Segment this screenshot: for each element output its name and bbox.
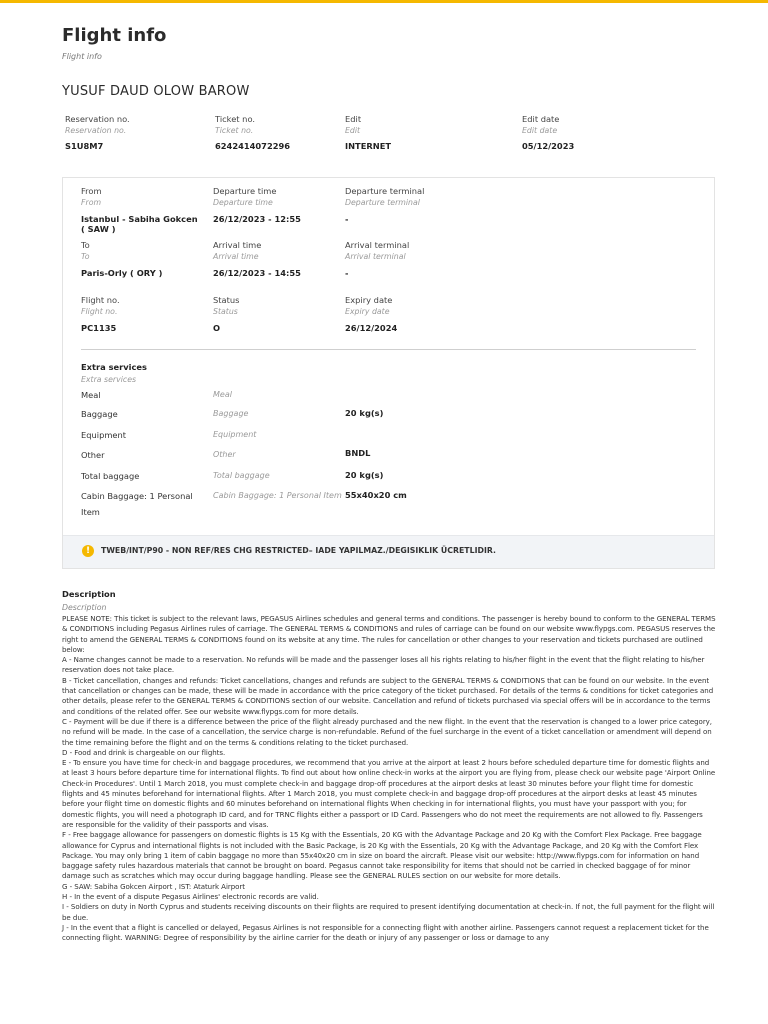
ticket-no-field	[215, 114, 290, 151]
expiry-date-field	[345, 295, 397, 333]
description-paragraph: A - Name changes cannot be made to a reservation. No refunds will be made and the passenger loses all his rights relating to his/her flight in the event that the flight relating to his/her reservation does not take place.	[62, 655, 705, 675]
to-value: Paris-Orly ( ORY )	[81, 268, 163, 278]
description-paragraph: C - Payment will be due if there is a difference between the price of the flight already purchased and the new flight. In the event that the reservation is changed to a lower price category, no refund will be made. In the case of a cancellation, the service charge is non-refundable. Refund of the fuel surcharge in the event of a ticket cancellation or amendment will depend on the time remaining before the flight and on the terms & conditions relating to the ticket purchased.	[62, 716, 712, 747]
edit-label: Edit	[345, 114, 362, 124]
extra-service-sublabel: Total baggage	[213, 471, 270, 480]
departure-time-label: Departure time	[213, 186, 277, 196]
arrival-time-label: Arrival time	[213, 240, 262, 250]
description-paragraph: H - In the event of a dispute Pegasus Airlines' electronic records are valid.	[62, 892, 319, 902]
expiry-date-sublabel: Expiry date	[345, 307, 390, 316]
to-field	[81, 240, 162, 278]
edit-date-value: 05/12/2023	[522, 141, 575, 151]
edit-field	[345, 114, 391, 151]
extra-service-label: Cabin Baggage: 1 Personal Item	[81, 491, 193, 517]
arrival-time-field	[213, 240, 301, 278]
extra-service-value: 20 kg(s)	[345, 408, 384, 418]
from-label: From	[81, 186, 102, 196]
description-paragraph: D - Food and drink is chargeable on our flights.	[62, 747, 226, 757]
arrival-terminal-sublabel: Arrival terminal	[345, 252, 406, 261]
extra-services-title: Extra services	[81, 362, 147, 372]
passenger-name: YUSUF DAUD OLOW BAROW	[62, 84, 250, 99]
status-value: O	[213, 323, 221, 333]
edit-sublabel: Edit	[345, 126, 361, 135]
description-paragraph: B - Ticket cancellation, changes and refunds: Ticket cancellations, changes and refunds are subject to the GENERAL TERMS & CONDITIONS that can be found on our website. In the event that cancellation or changes can be made, these will be made in accordance with the price category of the ticket purchased. For details of the terms & conditions for ticket categories and other details, please refer to the GENERAL TERMS & CONDITIONS section of our website. Cancellation and refund of tickets purchased via special offers will be in accordance to the terms and conditions of the related offer. See our website www.flypgs.com for more details.	[62, 675, 714, 716]
extra-service-sublabel: Baggage	[213, 409, 249, 418]
flight-no-label: Flight no.	[81, 295, 120, 305]
extra-services-subtitle: Extra services	[81, 375, 137, 384]
arrival-time-value: 26/12/2023 - 14:55	[213, 268, 301, 278]
from-field	[81, 186, 201, 234]
description-paragraph: I - Soldiers on duty in North Cyprus and students receiving discounts on their flights are required to present identifying documentation at check-in. If not, the full payment for the flight will be due.	[62, 902, 715, 922]
description-paragraph: G - SAW: Sabiha Gokcen Airport , IST: Ataturk Airport	[62, 881, 245, 891]
extra-service-label: Other	[81, 450, 105, 460]
extra-service-value: BNDL	[345, 448, 371, 458]
ticket-no-sublabel: Ticket no.	[215, 126, 254, 135]
top-accent-bar	[0, 0, 768, 3]
extra-service-value: 20 kg(s)	[345, 470, 384, 480]
extra-service-value: 55x40x20 cm	[345, 490, 407, 500]
arrival-terminal-label: Arrival terminal	[345, 240, 410, 250]
page-subtitle: Flight info	[62, 52, 102, 61]
description-subtitle: Description	[62, 603, 107, 612]
departure-terminal-value: -	[345, 214, 349, 224]
description-paragraph: J - In the event that a flight is cancelled or delayed, Pegasus Airlines is not responsible for a connecting flight with another airline. Passengers cannot request a replacement ticket for the connecting flight. WARNING: Degree of responsibility by the airline carrier for the death or injury of any passenger or loss or damage to any	[62, 922, 709, 943]
edit-date-sublabel: Edit date	[522, 126, 558, 135]
description-paragraph: E - To ensure you have time for check-in and baggage procedures, we recommend that you arrive at the airport at least 2 hours before scheduled departure time for domestic flights and at least 3 hours before departure time for international flights. To find out about how online check-in works at the airport you are flying from, please check our website page 'Airport Online Check-in Procedures'. Until 1 March 2018, you must complete check-in and baggage drop-off procedures at the airport desks at least 30 minutes before your flight time for domestic flights and 45 minutes beforehand for international flights. After 1 March 2018, you must complete check-in and baggage drop-off procedures at the airport desks at least 45 minutes before your flight time on domestic flights and 60 minutes beforehand on international flights When checking in for international flights, you must have your passport with you; for domestic flights, you will need a photograph ID card, and for TRNC flights either a passport or ID Card. Passengers who do not meet the requirements are not allowed to fly. Passengers are responsible for the validity of their passports and visas.	[62, 758, 716, 829]
reservation-no-label: Reservation no.	[65, 114, 130, 124]
extra-service-label: Meal	[81, 390, 101, 400]
exclamation-circle-icon: !	[82, 545, 94, 557]
status-sublabel: Status	[213, 307, 238, 316]
description-paragraph: F - Free baggage allowance for passengers on domestic flights is 15 Kg with the Essentials, 20 KG with the Advantage Package and 20 Kg with the Comfort Flex Package. Free baggage allowance for Cyprus and international flights is not included with the Basic Package, is 20 Kg with the Essentials, 20 Kg with the Advantage Package, and 20 Kg with the Comfort Flex Package. You may only bring 1 item of cabin baggage no more than 55x40x20 cm in size on board the aircraft. Please visit our website: http://www.flypgs.com for information on hand baggage safety rules hazardous materials that cannot be brought on board. Pegasus cannot take responsibility for items that should not be carried in checked baggage of for minor damage such as scratches which may occur during baggage handling. Please see the GENERAL RULES section on our website for more details.	[62, 830, 702, 881]
extra-service-sublabel: Cabin Baggage: 1 Personal Item	[213, 491, 342, 500]
to-label: To	[81, 240, 90, 250]
page-title: Flight info	[62, 25, 167, 46]
fare-rule-text: TWEB/INT/P90 - NON REF/RES CHG RESTRICTED– IADE YAPILMAZ./DEGISIKLIK ÜCRETLIDIR.	[101, 546, 496, 555]
description-body	[62, 614, 716, 944]
expiry-date-value: 26/12/2024	[345, 323, 398, 333]
departure-time-value: 26/12/2023 - 12:55	[213, 214, 301, 224]
arrival-terminal-field	[345, 240, 409, 278]
extra-service-label: Equipment	[81, 430, 127, 440]
arrival-terminal-value: -	[345, 268, 349, 278]
edit-date-label: Edit date	[522, 114, 560, 124]
departure-terminal-sublabel: Departure terminal	[345, 198, 420, 207]
departure-time-sublabel: Departure time	[213, 198, 273, 207]
departure-terminal-label: Departure terminal	[345, 186, 425, 196]
to-sublabel: To	[81, 252, 90, 261]
edit-date-field	[522, 114, 574, 151]
extra-service-sublabel: Other	[213, 450, 236, 459]
departure-terminal-field	[345, 186, 424, 224]
extra-service-label: Total baggage	[81, 471, 140, 481]
extra-service-sublabel: Equipment	[213, 430, 257, 439]
edit-value: INTERNET	[345, 141, 392, 151]
ticket-no-label: Ticket no.	[215, 114, 256, 124]
ticket-no-value: 6242414072296	[215, 141, 291, 151]
status-label: Status	[213, 295, 240, 305]
description-paragraph: PLEASE NOTE: This ticket is subject to the relevant laws, PEGASUS Airlines schedules and general terms and conditions. The passenger is hereby bound to conform to the GENERAL TERMS & CONDITIONS including Pegasus Airlines rules of carriage. The GENERAL TERMS & CONDITIONS and rules of carriage can be found on our website www.flypgs.com. PEGASUS reserves the right to amend the GENERAL TERMS & CONDITIONS found on its website at any time. The rules for cancellation or other changes to your reservation and tickets purchased are outlined below:	[62, 614, 716, 654]
expiry-date-label: Expiry date	[345, 295, 393, 305]
reservation-no-value: S1U8M7	[65, 141, 104, 151]
flight-no-sublabel: Flight no.	[81, 307, 118, 316]
card-divider	[81, 349, 696, 350]
arrival-time-sublabel: Arrival time	[213, 252, 259, 261]
extra-service-sublabel: Meal	[213, 390, 232, 399]
flight-no-field	[81, 295, 120, 333]
from-sublabel: From	[81, 198, 102, 207]
from-value: Istanbul - Sabiha Gokcen ( SAW )	[81, 214, 198, 234]
flight-no-value: PC1135	[81, 323, 117, 333]
extra-service-label: Baggage	[81, 409, 118, 419]
fare-rule-notice	[63, 535, 714, 568]
description-title: Description	[62, 589, 116, 599]
reservation-no-field	[65, 114, 130, 151]
departure-time-field	[213, 186, 301, 224]
status-field	[213, 295, 239, 333]
reservation-no-sublabel: Reservation no.	[65, 126, 127, 135]
